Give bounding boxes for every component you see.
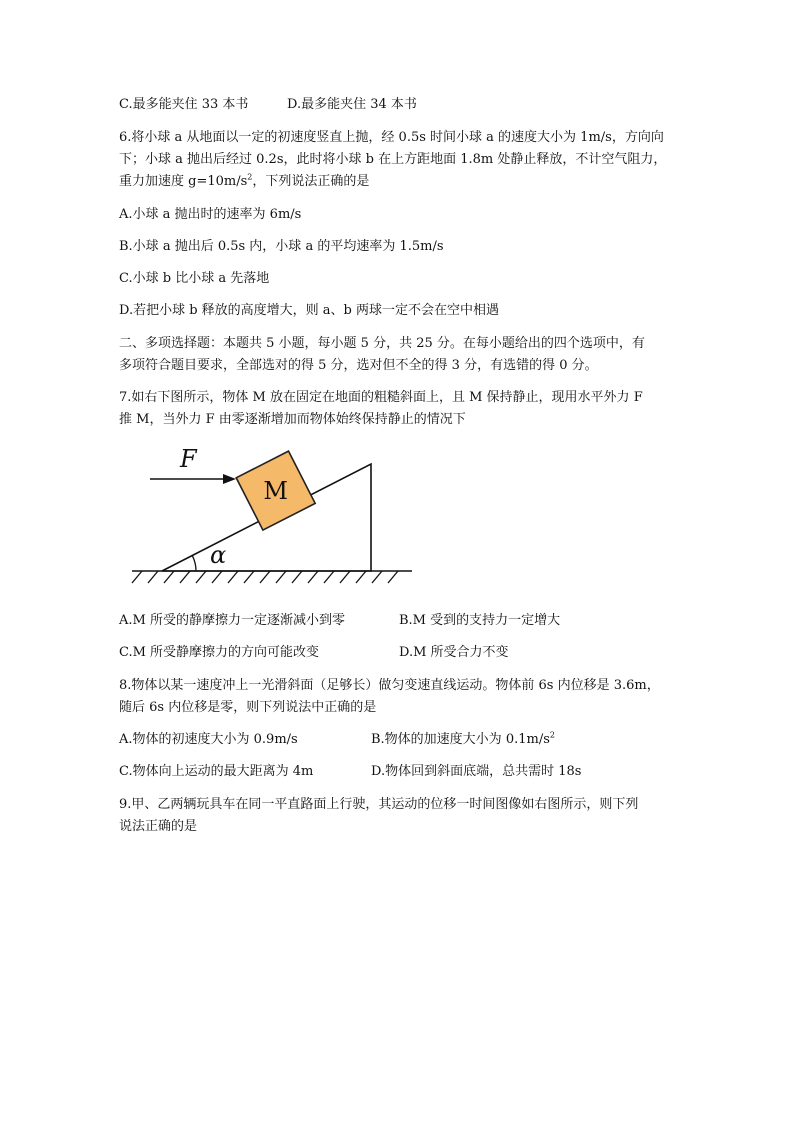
section2-heading-line1: 二、多项选择题：本题共 5 小题，每小题 5 分，共 25 分。在每小题给出的四个选项中，有 (119, 336, 645, 351)
block-label: M (263, 476, 288, 505)
q6-stem-line1: 6.将小球 a 从地面以一定的初速度竖直上抛，经 0.5s 时间小球 a 的速度大小为 1m/s，方向向 (119, 130, 664, 145)
q7-stem-line2: 推 M，当外力 F 由零逐渐增加而物体始终保持静止的情况下 (119, 412, 466, 427)
q9-stem-line2: 说法正确的是 (119, 819, 198, 834)
incline-figure (128, 442, 418, 592)
q6-stem-line3-text: 重力加速度 g=10m/s (119, 174, 248, 189)
q7-stem-line1: 7.如右下图所示，物体 M 放在固定在地面的粗糙斜面上，且 M 保持静止，现用水平外力 F (119, 390, 643, 405)
force-arrowhead-icon (223, 474, 236, 484)
q6-stem-line3-tail: ，下列说法正确的是 (252, 174, 370, 189)
q8-option-c: C.物体向上运动的最大距离为 4m (119, 764, 314, 779)
angle-label: α (210, 541, 227, 569)
q6-stem-line2: 下；小球 a 抛出后经过 0.2s，此时将小球 b 在上方距地面 1.8m 处静止释放，不计空气阻力， (119, 152, 667, 167)
q8-stem-line1: 8.物体以某一速度冲上一光滑斜面（足够长）做匀变速直线运动。物体前 6s 内位移是 3.6m， (119, 678, 660, 693)
q7-option-a: A.M 所受的静摩擦力一定逐渐减小到零 (119, 613, 345, 628)
q5-option-d: D.最多能夹住 34 本书 (287, 97, 417, 112)
q6-option-d: D.若把小球 b 释放的高度增大，则 a、b 两球一定不会在空中相遇 (119, 303, 500, 318)
q7-option-b: B.M 受到的支持力一定增大 (399, 613, 561, 628)
q8-option-b-text: B.物体的加速度大小为 0.1m/s (371, 732, 550, 747)
q6-stem-superscript: 2 (247, 172, 253, 182)
q8-option-b (371, 731, 555, 749)
q9-stem-line1: 9.甲、乙两辆玩具车在同一平直路面上行驶，其运动的位移一时间图像如右图所示，则下列 (119, 797, 639, 812)
q6-option-c: C.小球 b 比小球 a 先落地 (119, 271, 270, 286)
angle-arc (192, 556, 196, 571)
q5-option-c: C.最多能夹住 33 本书 (119, 97, 249, 112)
q6-stem-line3 (119, 173, 369, 191)
q8-option-b-superscript: 2 (549, 730, 555, 740)
q8-stem-line2: 随后 6s 内位移是零，则下列说法中正确的是 (119, 700, 377, 715)
q6-option-a: A.小球 a 抛出时的速率为 6m/s (119, 207, 302, 222)
section2-heading-line2: 多项符合题目要求，全部选对的得 5 分，选对但不全的得 3 分，有选错的得 0 分。 (119, 358, 598, 373)
q7-option-d: D.M 所受合力不变 (399, 645, 509, 660)
ground-hatching (132, 571, 398, 583)
q6-option-b: B.小球 a 抛出后 0.5s 内，小球 a 的平均速率为 1.5m/s (119, 239, 444, 254)
q7-option-c: C.M 所受静摩擦力的方向可能改变 (119, 645, 320, 660)
force-label: F (180, 445, 197, 473)
q8-option-d: D.物体回到斜面底端，总共需时 18s (371, 764, 582, 779)
q8-option-a: A.物体的初速度大小为 0.9m/s (119, 732, 298, 747)
